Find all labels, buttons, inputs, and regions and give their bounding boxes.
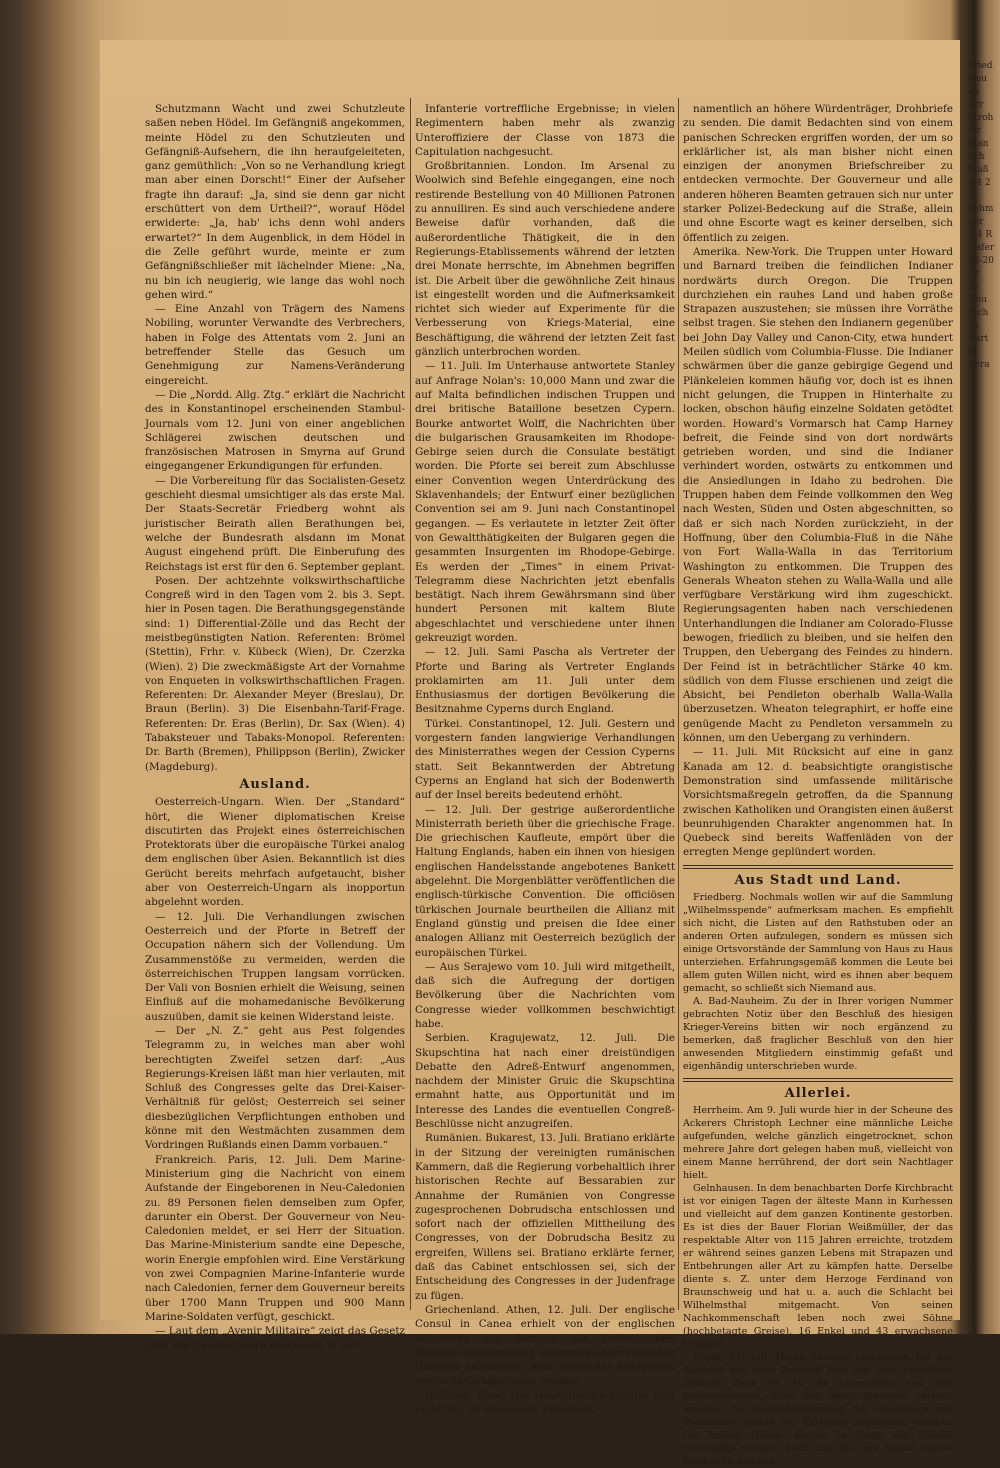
edge-line: nehm bbox=[968, 204, 994, 214]
edge-line: 3-4 R bbox=[968, 230, 993, 240]
article-paragraph: namentlich an höhere Würdenträger, Drohbriefe zu senden. Die damit Bedachten sind von einem panischen Schrecken ergriffen worden, der um so erklärlicher ist, als man bisher nicht einen einzigen der anonymen Briefschreiber zu entdecken vermochte. Der Gouverneur und alle anderen höheren Beamten getrauen sich nur unter starker Polizei-Bedeckung auf die Straße, allein und ohne Escorte wagt es keiner derselben, sich öffentlich zu zeigen. bbox=[683, 103, 953, 244]
article-paragraph: Schutzmann Wacht und zwei Schutzleute saßen neben Hödel. Im Gefängniß angekommen, meinte Hödel zu den Schutzleuten und Gefängniß-Aufsehern, die ihn heraufgeleiteten, ganz gemüthlich: „Von so ne Verhandlung kriegt man aber einen Dorscht!“ Einer der Aufseher fragte ihn darauf: „Ja, sind sie denn gar nicht erschüttert von dem Urtheil?“, worauf Hödel erwiderte: „Ja, hab' ichs denn wohl anders erwartet?“ In dem Augenblick, in dem Hödel in die Zelle geführt wurde, meinte er zum Gefängnißschließer mit lächelnder Miene: „Na, nu bin ich neugierig, wie lange das wohl noch gehen wird.“ bbox=[145, 103, 405, 301]
edge-line: Neu bbox=[968, 295, 987, 305]
edge-line: Man bbox=[968, 139, 989, 149]
column-rule bbox=[410, 98, 411, 1310]
column-right bbox=[683, 102, 953, 1468]
column-rule bbox=[678, 98, 679, 1310]
article-paragraph: Infanterie vortreffliche Ergebnisse; in vielen Regimentern haben mehr als zwanzig Unteroffiziere der Classe von 1873 die Capitulation nachgesucht. bbox=[415, 103, 675, 158]
edge-line: Eich bbox=[968, 308, 989, 318]
edge-line: fer bbox=[968, 126, 981, 136]
article-paragraph: Gelnhausen. In dem benachbarten Dorfe Kirchbracht ist vor einigen Tagen der älteste Mann in Kurhessen und vielleicht auf dem ganzen Kontinente gestorben. Es ist dies der Bauer Florian Weißmüller, der das respektable Alter von 115 Jahren erreichte, trotzdem er während seines ganzen Lebens mit Strapazen und Entbehrungen aller Art zu kämpfen hatte. Derselbe diente s. Z. unter dem Herzoge Ferdinand von Braunschweig und hat u. a. auch die Schlacht bei Wilhelmsthal mitgemacht. Von seinen Nachkommenschaft leben noch zwei Söhne (hochbetagte Greise), 16 Enkel und 43 erwachsene Urenkel. bbox=[683, 1183, 953, 1351]
edge-line: zu bbox=[968, 282, 979, 292]
article-paragraph: — 11. Juli. Im Unterhause antwortete Stanley auf Anfrage Nolan's: 10,000 Mann und zwar die auf Malta befindlichen indischen Truppen und drei britische Bataillone besetzen Cypern. Bourke antwortet Wolff, die Nachrichten über die bulgarischen Grausamkeiten im Rhodope-Gebirge seien durch die Consulate bestätigt worden. Die Pforte sei bereit zum Abschlusse einer Convention wegen Unterdrückung des Sklavenhandels; der Entwurf einer bezüglichen Convention sei am 9. Juni nach Constantinopel gegangen. — Es verlautete in letzter Zeit öfter von Gewaltthätigkeiten der Bulgaren gegen die gesammten Insurgenten im Rhodope-Gebirge. Es werden der „Times“ in einem Privat-Telegramm diese Nachrichten jetzt ebenfalls bestätigt. Nach ihrem Gewährsmann sind über hundert Personen mit kaltem Blute abgeschlachtet und verschiedene unter ihnen gekreuzigt worden. bbox=[415, 360, 675, 644]
edge-line: Gr bbox=[968, 269, 980, 279]
article-paragraph: Friedberg. Nochmals wollen wir auf die Sammlung „Wilhelmsspende“ aufmerksam machen. Es empfiehlt sich nicht, die Listen auf den Rathstuben oder an anderen Orten aufzulegen, sondern es müssen sich einige Ortsvorstände der Sammlung von Haus zu Haus unterziehen. Erfahrungsgemäß kommen die Leute bei allem guten Willen nicht, wird es ihnen aber bequem gemacht, so schließt sich Niemand aus. bbox=[683, 892, 953, 995]
article-paragraph: Serbien. Kragujewatz, 12. Juli. Die Skupschtina hat nach einer dreistündigen Debatte den Adreß-Entwurf angenommen, nachdem der Minister Gruic die Skupschtina ermahnt hatte, aus Opportunität und im Interesse des Landes die eventuellen Congreß-Beschlüsse nicht anzugreifen. bbox=[415, 1032, 675, 1131]
edge-line: zu bbox=[968, 321, 979, 331]
article-paragraph: Rußland. Kiew. Das revolutionäre Comite hört nicht auf, an zahlreiche Personen, bbox=[415, 1389, 675, 1417]
article-paragraph: Amerika. New-York. Die Truppen unter Howard und Barnard treiben die feindlichen Indianer nordwärts durch Oregon. Die Truppen durchziehen ein rauhes Land und haben große Strapazen auszustehen; sie müssen ihre Vorräthe selbst tragen. Sie stehen den Indianern gegenüber bei John Day Valley und Canon-City, etwa hundert Meilen südlich vom Columbia-Flusse. Die Indianer schwärmen über die ganze gebirgige Gegend und Plänkeleien kommen häufig vor, doch ist es ihnen nicht gelungen, die Truppen in Hinterhalte zu locken, obschon häufig einzelne Soldaten getödtet worden. Howard's Vormarsch hat Camp Harney befreit, die Feinde sind von dort nordwärts getrieben worden, und sind die Indianer verhindert worden, ostwärts zu entkommen und die Ansiedlungen in Idaho zu bedrohen. Die Truppen haben dem Feinde vollkommen den Weg nach Westen, Süden und Osten abgeschnitten, so daß er sich nach Norden zurückzieht, in der Hoffnung, über den Columbia-Fluß in die Nähe von Fort Walla-Walla in das Territorium Washington zu entkommen. Die Truppen des Generals Wheaton stehen zu Walla-Walla und alle verfügbare Verstärkung wird ihm zugeschickt. Regierungsagenten haben nach verschiedenen Unterhandlungen die Indianer am Colorado-Flusse bewogen, friedlich zu bleiben, und sie helfen den Truppen, den Uebergang des Feindes zu hindern. Der Feind ist in beträchtlicher Stärke 40 km. südlich von dem Flusse erschienen und zeigt die Absicht, bei Pendleton oberhalb Walla-Walla überzusetzen. Wheaton telegraphirt, er hoffe eine genügende Macht zu Pendleton versammeln zu können, um den Uebergang zu verhindern. bbox=[683, 245, 953, 745]
edge-line: Kurt bbox=[968, 334, 989, 344]
edge-line: Hafer bbox=[968, 243, 995, 253]
article-paragraph: Türkei. Constantinopel, 12. Juli. Gestern und vorgestern fanden langwierige Verhandlungen des Ministerrathes wegen der Cession Cyperns statt. Seit Bekanntwerden der Abtretung Cyperns an England hat sich der Bodenwerth auf der Insel bereits bedeutend erhöht. bbox=[415, 717, 675, 802]
edge-line: M bbox=[968, 347, 978, 357]
article-paragraph: Posen. Der achtzehnte volkswirthschaftliche Congreß wird in den Tagen vom 2. bis 3. Sept. hier in Posen tagen. Die Berathungsgegenstände sind: 1) Differential-Zölle und das Recht der meistbegünstigten Nation. Referenten: Brömel (Stettin), Frhr. v. Kübeck (Wien), Dr. Czerzka (Wien). 2) Die zweckmäßigste Art der Vornahme von Enqueten in volkswirthschaftlichen Fragen. Referenten: Dr. Alexander Meyer (Breslau), Dr. Braun (Berlin). 3) Die Eisenbahn-Tarif-Frage. Referenten: Dr. Eras (Berlin), Dr. Sax (Wien). 4) Tabaksteuer und Tabaks-Monopol. Referenten: Dr. Barth (Bremen), Philippson (Berlin), Zwicker (Magdeburg). bbox=[145, 574, 405, 773]
section-heading: Aus Stadt und Land. bbox=[734, 872, 902, 888]
article-paragraph: — Eine Anzahl von Trägern des Namens Nobiling, worunter Verwandte des Verbrechers, haben in Folge des Attentats vom 2. Juni an betreffender Stelle das Gesuch um Genehmigung zur Namens-Veränderung eingereicht. bbox=[145, 303, 405, 387]
article-paragraph: Frankreich. Paris, 12. Juli. Dem Marine-Ministerium ging die Nachricht von einem Aufstande der Eingeborenen in Neu-Caledonien zu. 89 Personen fielen demselben zum Opfer, darunter ein Oberst. Der Gouverneur von Neu-Caledonien meldet, er sei Herr der Situation. Das Marine-Ministerium sandte eine Depesche, worin Energie empfohlen wird. Eine Verstärkung von zwei Compagnien Marine-Infanterie wurde nach Caledonien, ferner dem Gouverneur bereits über 1700 Mann Truppen und 900 Mann Marine-Soldaten verfügt, geschickt. bbox=[145, 1153, 405, 1323]
article-paragraph: — 11. Juli. Mit Rücksicht auf eine in ganz Kanada am 12. d. beabsichtigte orangistische Demonstration sind umfassende militärische Vorsichtsmaßregeln getroffen, da die Spannung zwischen Katholiken und Orangisten einen äußerst beunruhigenden Charakter angenommen hat. In Quebeck sind bereits Waffenläden von der erregten Menge geplündert worden. bbox=[683, 746, 953, 859]
article-paragraph: — Die „Nordd. Allg. Ztg.“ erklärt die Nachricht des in Konstantinopel erscheinenden Stambul-Journals vom 12. Juni von einer angeblichen Schlägerei zwischen deutschen und französischen Matrosen in Smyrna auf Grund eingegangener Erkundigungen für erfunden. bbox=[145, 388, 405, 473]
article-paragraph: Großbritannien. London. Im Arsenal zu Woolwich sind Befehle eingegangen, eine noch restirende Bestellung von 40 Millionen Patronen zu annulliren. Es sind auch verschiedene andere Beweise dafür vorhanden, daß die außerordentliche Thätigkeit, die in den Regierungs-Etablissements während der letzten drei Monate herrschte, im Abnehmen begriffen ist. Die Arbeit über die gewöhnliche Zeit hinaus ist eingestellt worden und die Aufmerksamkeit richtet sich wieder auf Experimente für die Verbesserung von Kriegs-Material, eine Beschäftigung, die während der letzten Zeit fast gänzlich unterbrochen worden. bbox=[415, 160, 675, 359]
article-paragraph: Rumänien. Bukarest, 13. Juli. Bratiano erklärte in der Sitzung der vereinigten rumänischen Kammern, daß die Regierung vorbehaltlich ihrer historischen Rechte auf Bessarabien zur Annahme der Rumänien von Congresse zugesprochenen Dobrudscha entschlossen und sofort nach der offiziellen Mittheilung des Congresses, von der Dobrudscha Besitz zu ergreifen, Willens sei. Bratiano erklärte ferner, daß das Cabinet entschlossen sei, sich der Entscheidung des Congresses in der Judenfrage zu fügen. bbox=[415, 1132, 675, 1302]
article-paragraph: Griechenland. Athen, 12. Juli. Der englische Consul in Canea erhielt von der englischen Regierung den Auftrag, der kretensischen National-Versammlung Reformen unter Englands Garantie anzubieten; man glaubt das Anerbieten werde zurückgewiesen werden. bbox=[415, 1303, 675, 1388]
edge-line: 18-20 bbox=[968, 256, 994, 266]
article-paragraph: Fulda, 11. Juli. Heute Morgen entgleisten bei der Ausfahrt aus dem Bahnhof Elm von dem Frankfurt-Bebraer Zuge Nr. 10 die Locomotive und drei Personenwagen, ohne daß dabei Personen verletzt wurden. Die Weiterbeförderung der Passagiere und Postsachen wurde ein Extrazug abgelassen werden. Die beiden Gleise, welche in Folge des Unfalls beschädigt wurden, hofft man bis zum Abend wieder fahrbar zu machen. bbox=[683, 1352, 953, 1468]
edge-line: Bera bbox=[968, 360, 990, 370]
article-paragraph: Oesterreich-Ungarn. Wien. Der „Standard“ hört, die Wiener diplomatischen Kreise discutirten das Projekt eines österreichischen Protektorats über die europäische Türkei analog dem englischen über Asien. Bekanntlich ist dies Gerücht bereits mehrfach aufgetaucht, bisher aber von Oesterreich-Ungarn als inopportun abgelehnt worden. bbox=[145, 796, 405, 909]
column-middle bbox=[415, 102, 675, 1417]
article-paragraph: — 12. Juli. Die Verhandlungen zwischen Oesterreich und der Pforte in Betreff der Occupation nähern sich der Vollendung. Um Zusammenstöße zu vermeiden, werden die österreichischen Truppen langsam vorrücken. Der Vali von Bosnien erhielt die Weisung, seinen Einfluß auf die mohamedanische Bevölkerung auszuüben, damit sie keinen Widerstand leiste. bbox=[145, 910, 405, 1023]
section-divider bbox=[683, 865, 953, 869]
edge-line: Heu bbox=[968, 74, 987, 84]
article-paragraph: — Der „N. Z.“ geht aus Pest folgendes Telegramm zu, in welches man aber wohl berechtigten Zweifel setzen darf: „Aus Regierungs-Kreisen läßt man hier verlauten, mit Schluß des Congresses gelte das Drei-Kaiser-Verhältniß für gelöst; Oesterreich sei seiner diesbezüglichen Verpflichtungen enthoben und könne mit den Westmächten zusammen dem Vordringen Rußlands einen Damm vorbauen.“ bbox=[145, 1025, 405, 1152]
newspaper-page bbox=[100, 40, 960, 1468]
section-heading: Allerlei. bbox=[784, 1086, 852, 1102]
section-divider bbox=[683, 1078, 953, 1082]
article-paragraph: A. Bad-Nauheim. Zu der in Ihrer vorigen Nummer gebrachten Notiz über den Beschluß des hiesigen Krieger-Vereins bitten wir noch ergänzend zu bemerken, daß fraglicher Beschluß von den hier anwesenden Mitgliedern einstimmig gefaßt und eigenhändig unterschrieben wurde. bbox=[683, 996, 953, 1073]
edge-line: z bbox=[968, 191, 973, 201]
edge-line: an bbox=[968, 87, 980, 97]
edge-line: Stroh bbox=[968, 113, 994, 123]
edge-line: lich bbox=[968, 152, 985, 162]
article-paragraph: — Laut dem „Avenir Militaire“ zeigt das Gesetz über die Unteroffiziere besonders in der bbox=[145, 1325, 405, 1352]
section-heading: Ausland. bbox=[239, 776, 311, 792]
column-left bbox=[145, 102, 405, 1352]
edge-line: Maß bbox=[968, 165, 989, 175]
adjacent-page-edge bbox=[968, 60, 1000, 1320]
article-paragraph: — Die Vorbereitung für das Socialisten-Gesetz geschieht diesmal umsichtiger als das erste Mal. Der Staats-Secretär Friedberg wohnt als juristischer Beirath allen Berathungen bei, welche der Bundesrath alsdann im Monat August eingehend prüft. Die Einberufung des Reichstags ist erst für den 6. September geplant. bbox=[145, 474, 405, 573]
article-paragraph: — 12. Juli. Der gestrige außerordentliche Ministerrath berieth über die griechische Frage. Die griechischen Kaufleute, empört über die Haltung Englands, haben ein ihnen von hiesigen englischen Handelsstande angebotenes Bankett abgelehnt. Die Morgenblätter veröffentlichen die englisch-türkische Convention. Die officiösen türkischen Journale beurtheilen die Allianz mit England günstig und preisen die Idee einer analogen Allianz mit Oesterreich bezüglich der europäischen Türkei. bbox=[415, 803, 675, 959]
article-paragraph: — 12. Juli. Sami Pascha als Vertreter der Pforte und Baring als Vertreter Englands proklamirten am 11. Juli unter dem Enthusiasmus der dortigen Bevölkerung die Besitznahme Cyperns durch England. bbox=[415, 646, 675, 716]
article-paragraph: — Aus Serajewo vom 10. Juli wird mitgetheilt, daß sich die Aufregung der dortigen Bevölkerung über die Nachrichten vom Congresse wieder vollkommen beschwichtigt habe. bbox=[415, 960, 675, 1030]
edge-line: ger bbox=[968, 100, 984, 110]
edge-line: Fried bbox=[968, 61, 993, 71]
article-paragraph: Herrheim. Am 9. Juli wurde hier in der Scheune des Ackerers Christoph Lechner eine männliche Leiche aufgefunden, welche gänzlich eingetrocknet, schon mehrere Jahre dort gelegen haben muß, vielleicht von einem Manne herrührend, der dort sein Nachtlager hielt. bbox=[683, 1105, 953, 1182]
edge-line: a 4 2 bbox=[968, 178, 991, 188]
edge-line: per bbox=[968, 217, 984, 227]
